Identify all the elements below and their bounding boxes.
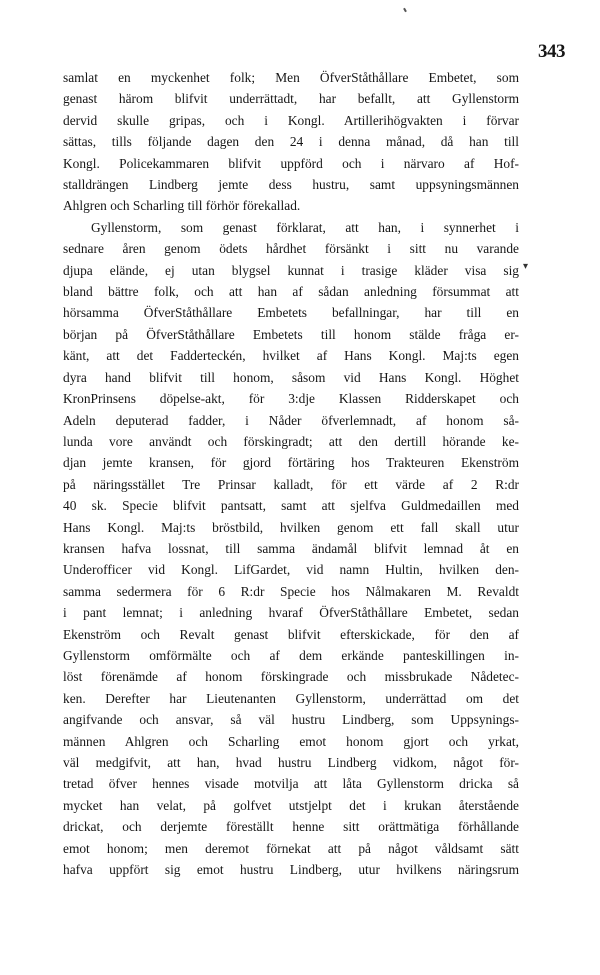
- text-line: 40 sk. Specie blifvit pantsatt, samt att sjelfva Guldmedaillen med: [63, 498, 519, 514]
- text-line: Ekenström och Revalt genast blifvit efterskickade, för den af: [63, 626, 519, 642]
- body-text: [63, 67, 519, 880]
- text-line: tretad öfver hennes visade motvilja att låta Gyllenstorm dricka så: [63, 776, 519, 792]
- stray-ink-mark: [403, 8, 407, 12]
- text-line: djupa elände, ej utan blygsel kunnat i trasige kläder visa sig: [63, 262, 519, 278]
- text-line: Gyllenstorm, som genast förklarat, att han, i synnerhet i: [91, 219, 519, 235]
- text-line: väl medgifvit, att han, hvad hustru Lindberg vidkom, något för-: [63, 755, 519, 770]
- text-line: Ahlgren och Scharling till förhör förekallad.: [63, 198, 301, 214]
- text-line: drickat, och derjemte föreställt henne sitt orättmätiga förhållande: [63, 819, 519, 835]
- text-line: löst förenämde af honom förskingrade och missbrukade Nådetec-: [63, 669, 519, 685]
- text-line: hafva uppfört sig emot hustru Lindberg, utur hvilkens näringsrum: [63, 862, 519, 878]
- margin-mark: ▾: [523, 261, 529, 272]
- text-line: mycket han velat, på golfvet utstjelpt det i krukan återstående: [63, 797, 519, 813]
- text-line: ken. Derefter har Lieutenanten Gyllenstorm, underrättad om det: [63, 690, 519, 706]
- text-line: sättas, tills följande dagen den 24 i denna månad, då han till: [63, 134, 519, 150]
- text-line: männen Ahlgren och Scharling emot honom gjort och yrkat,: [63, 733, 519, 749]
- page-number: 343: [538, 41, 565, 62]
- text-line: angifvande och ansvar, så väl hustru Lindberg, som Uppsynings-: [63, 712, 519, 728]
- text-line: stalldrängen Lindberg jemte dess hustru, samt uppsyningsmännen: [63, 177, 519, 193]
- text-line: Adeln deputerad fadder, i Nåder öfverlemnadt, af honom så-: [63, 412, 519, 428]
- text-line: känt, att det Fadderteckén, hvilket af Hans Kongl. Maj:ts egen: [63, 348, 519, 364]
- text-line: bland bättre folk, och att han af sådan anledning försummat att: [63, 284, 519, 300]
- text-line: kransen hafva lossnat, till samma ändamål blifvit lemnad åt en: [63, 540, 519, 556]
- text-line: KronPrinsens döpelse-akt, för 3:dje Klassen Ridderskapet och: [63, 391, 519, 407]
- text-line: början på ÖfverStåthållare Embetets till honom stälde fråga er-: [63, 326, 519, 342]
- text-line: Kongl. Policekammaren blifvit uppförd och i närvaro af Hof-: [63, 155, 519, 171]
- text-line: samma sedermera för 6 R:dr Specie hos Nålmakaren M. Revaldt: [63, 583, 519, 599]
- text-line: dervid skulle gripas, och i Kongl. Artillerihögvakten i förvar: [63, 112, 519, 128]
- text-line: lunda vore användt och förskingradt; att den dertill hörande ke-: [63, 433, 519, 449]
- text-line: hörsamma ÖfverStåthållare Embetets befallningar, har till en: [63, 305, 519, 321]
- text-line: dyra hand blifvit till honom, såsom vid Hans Kongl. Höghet: [63, 369, 519, 385]
- text-line: samlat en myckenhet folk; Men ÖfverStåthållare Embetet, som: [63, 70, 519, 85]
- text-line: Gyllenstorm omförmälte och af dem erkände panteskillingen in-: [63, 647, 519, 663]
- text-line: i pant lemnat; i anledning hvaraf ÖfverStåthållare Embetet, sedan: [63, 605, 519, 621]
- text-line: Underofficer vid Kongl. LifGardet, vid namn Hultin, hvilken den-: [63, 562, 519, 578]
- text-line: djan jemte kransen, för gjord förtäring hos Trakteuren Ekenström: [63, 455, 519, 471]
- text-line: Hans Kongl. Maj:ts bröstbild, hvilken genom ett fall skall utur: [63, 519, 519, 535]
- text-line: genast härom blifvit underrättadt, har befallt, att Gyllenstorm: [63, 91, 519, 107]
- text-line: sednare åren genom ödets hårdhet försänkt i sitt nu varande: [63, 241, 519, 257]
- text-line: emot honom; men deremot förnekat att på något våldsamt sätt: [63, 840, 519, 856]
- text-line: på näringsstället Tre Prinsar kalladt, för ett värde af 2 R:dr: [63, 476, 519, 492]
